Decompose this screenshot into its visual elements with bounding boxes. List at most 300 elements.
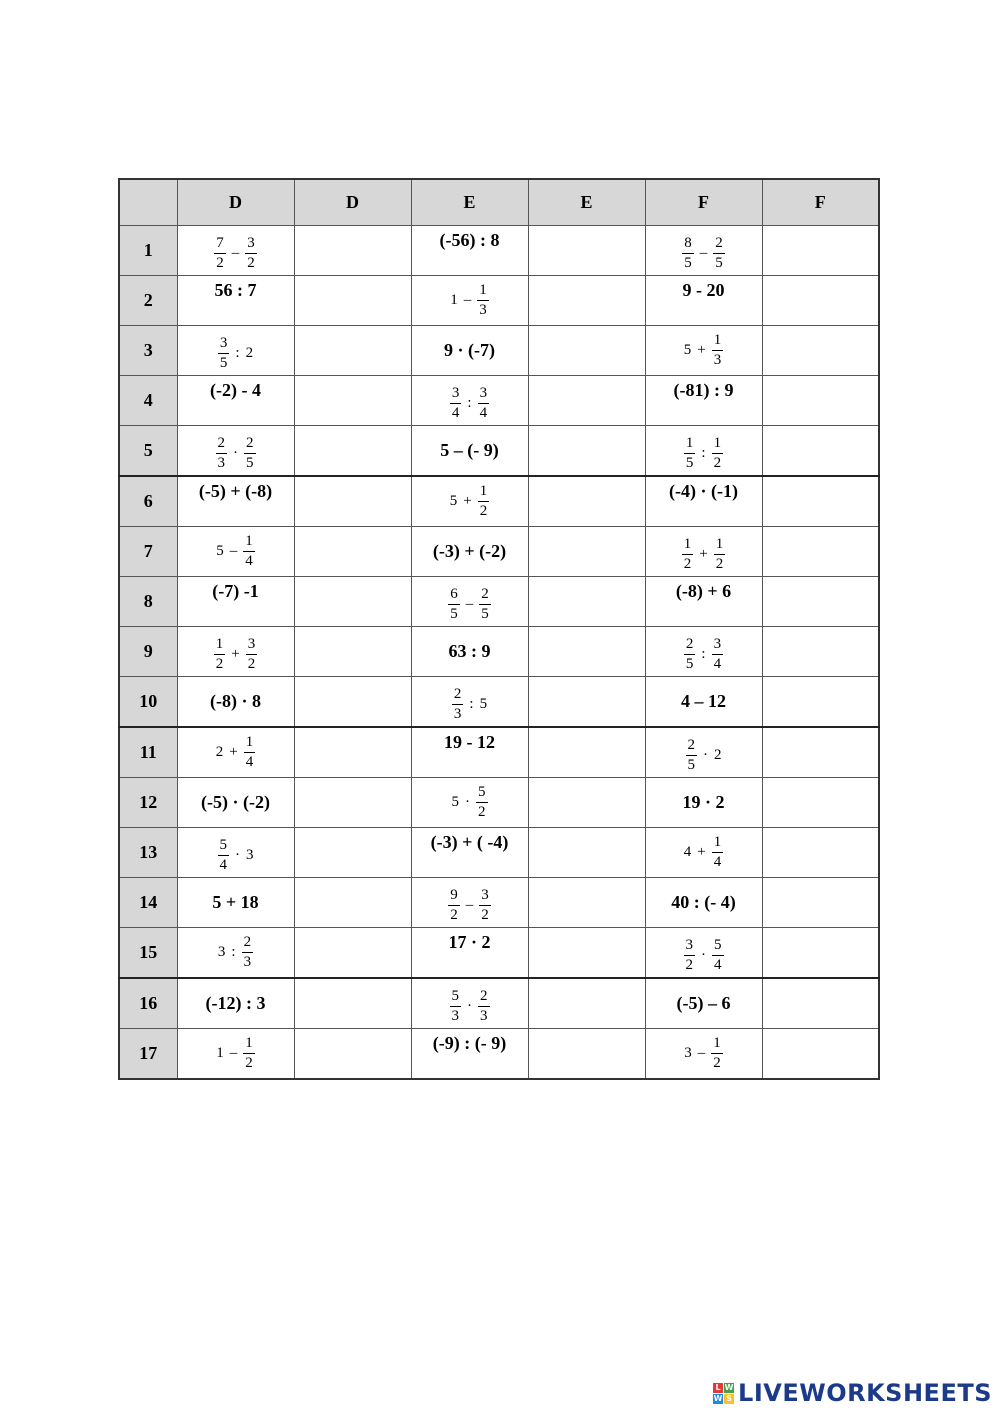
fraction-expression — [218, 935, 253, 970]
exercise-cell — [177, 978, 294, 1029]
denominator: 3 — [451, 1007, 459, 1024]
fraction-expression — [452, 687, 487, 722]
fraction-expression — [684, 333, 723, 368]
row-number: 7 — [119, 527, 177, 577]
answer-cell[interactable] — [294, 426, 411, 477]
fraction — [712, 333, 724, 368]
answer-cell[interactable] — [294, 577, 411, 627]
math-term: + — [697, 844, 706, 860]
logo-letter: W — [713, 1393, 723, 1403]
denominator: 2 — [715, 555, 724, 572]
row-number: 12 — [119, 778, 177, 828]
exercise-cell — [177, 226, 294, 276]
answer-cell[interactable] — [528, 226, 645, 276]
fraction — [479, 888, 491, 923]
fraction — [245, 236, 257, 271]
fraction — [478, 386, 490, 421]
answer-cell[interactable] — [528, 426, 645, 477]
expression-text: 9 · (-7) — [444, 340, 495, 360]
answer-cell[interactable] — [528, 778, 645, 828]
expression-text: 19 - 12 — [444, 732, 495, 752]
math-term: 5 — [451, 794, 459, 810]
answer-cell[interactable] — [762, 978, 879, 1029]
numerator: 2 — [686, 738, 698, 756]
row-number: 14 — [119, 878, 177, 928]
denominator: 2 — [215, 655, 224, 672]
math-term: – — [465, 595, 474, 612]
table-row — [119, 226, 879, 276]
fraction-expression — [684, 436, 723, 471]
math-term: 4 — [683, 844, 692, 860]
answer-cell[interactable] — [294, 226, 411, 276]
fraction-expression — [684, 1036, 723, 1071]
exercise-cell — [177, 426, 294, 477]
denominator: 2 — [479, 503, 488, 519]
table-row — [119, 1029, 879, 1080]
denominator: 4 — [713, 854, 722, 870]
math-term: – — [229, 543, 238, 559]
answer-cell[interactable] — [762, 878, 879, 928]
answer-cell[interactable] — [528, 677, 645, 728]
table-row — [119, 527, 879, 577]
answer-cell[interactable] — [762, 778, 879, 828]
numerator: 1 — [684, 436, 696, 454]
fraction-expression — [216, 436, 256, 471]
numerator: 1 — [712, 436, 724, 454]
fraction — [711, 1036, 723, 1071]
answer-cell[interactable] — [762, 828, 879, 878]
numerator: 3 — [245, 236, 257, 254]
fraction-expression — [218, 336, 253, 371]
numerator: 1 — [682, 537, 694, 555]
answer-cell[interactable] — [528, 276, 645, 326]
expression-text: (-5) · (-2) — [201, 792, 270, 812]
exercise-cell — [411, 577, 528, 627]
fraction — [452, 687, 464, 722]
expression-text: (-12) : 3 — [205, 993, 266, 1013]
fraction-expression — [682, 236, 725, 271]
math-term: + — [229, 744, 238, 760]
table-body — [119, 226, 879, 1080]
denominator: 2 — [247, 655, 256, 672]
fraction-expression — [684, 637, 723, 672]
exercise-cell — [411, 878, 528, 928]
answer-cell[interactable] — [528, 527, 645, 577]
fraction — [686, 738, 698, 773]
exercise-cell — [411, 928, 528, 979]
numerator: 5 — [712, 938, 724, 956]
row-number: 8 — [119, 577, 177, 627]
exercise-table — [118, 178, 880, 1080]
exercise-cell — [177, 928, 294, 979]
numerator: 5 — [218, 838, 230, 856]
denominator: 5 — [481, 605, 489, 622]
exercise-cell — [645, 326, 762, 376]
math-term: : — [231, 944, 236, 960]
expression-text: 4 – 12 — [681, 691, 726, 711]
answer-cell[interactable] — [294, 376, 411, 426]
logo-letter: W — [724, 1382, 734, 1392]
exercise-cell — [645, 978, 762, 1029]
fraction-expression — [682, 537, 725, 572]
fraction — [450, 386, 462, 421]
numerator: 2 — [242, 935, 254, 953]
exercise-cell — [645, 226, 762, 276]
exercise-cell — [411, 627, 528, 677]
answer-cell[interactable] — [294, 276, 411, 326]
fraction-expression — [448, 587, 491, 622]
fraction — [682, 236, 694, 271]
corner-cell — [119, 179, 177, 226]
math-term: 5 — [479, 695, 488, 712]
exercise-cell — [645, 527, 762, 577]
answer-cell[interactable] — [294, 476, 411, 527]
exercise-cell — [645, 878, 762, 928]
expression-text: (-8) + 6 — [675, 581, 732, 601]
expression-text: 40 : (- 4) — [671, 892, 736, 912]
exercise-cell — [177, 577, 294, 627]
answer-cell[interactable] — [294, 928, 411, 979]
expression-text: (-8) · 8 — [210, 691, 261, 711]
exercise-cell — [177, 376, 294, 426]
fraction — [684, 938, 696, 973]
expression-text: 5 – (- 9) — [440, 440, 499, 460]
fraction — [244, 735, 256, 770]
fraction-expression — [452, 785, 488, 820]
column-header: D — [294, 179, 411, 226]
table-row — [119, 276, 879, 326]
liveworksheets-logo — [713, 1379, 992, 1407]
numerator: 3 — [218, 336, 230, 354]
row-number: 1 — [119, 226, 177, 276]
table-row — [119, 978, 879, 1029]
fraction — [218, 838, 230, 873]
answer-cell[interactable] — [294, 527, 411, 577]
math-term: · — [233, 444, 238, 461]
exercise-cell — [645, 1029, 762, 1080]
numerator: 5 — [476, 785, 488, 803]
expression-text: (-81) : 9 — [673, 380, 734, 400]
denominator: 2 — [247, 254, 255, 271]
numerator: 5 — [450, 989, 462, 1007]
denominator: 4 — [451, 404, 460, 421]
expression-text: 9 - 20 — [682, 280, 725, 300]
row-number: 17 — [119, 1029, 177, 1080]
denominator: 5 — [715, 254, 723, 271]
table-row — [119, 928, 879, 979]
numerator: 1 — [712, 333, 724, 351]
math-term: 1 — [216, 1045, 224, 1061]
numerator: 2 — [244, 436, 256, 454]
brand-name: LIVEWORKSHEETS — [738, 1379, 992, 1407]
row-number: 9 — [119, 627, 177, 677]
numerator: 1 — [711, 1036, 723, 1054]
answer-cell[interactable] — [528, 828, 645, 878]
fraction-expression — [450, 989, 490, 1024]
exercise-cell — [411, 527, 528, 577]
math-term: : — [701, 645, 706, 662]
fraction — [214, 236, 226, 271]
denominator: 2 — [478, 804, 486, 820]
denominator: 4 — [219, 856, 227, 873]
numerator: 3 — [450, 386, 462, 404]
fraction-expression — [216, 534, 255, 569]
answer-cell[interactable] — [528, 1029, 645, 1080]
exercise-cell — [411, 778, 528, 828]
denominator: 2 — [450, 906, 458, 923]
math-term: + — [697, 342, 706, 358]
answer-cell[interactable] — [762, 677, 879, 728]
row-number: 16 — [119, 978, 177, 1029]
exercise-cell — [411, 1029, 528, 1080]
math-term: 2 — [714, 746, 722, 763]
numerator: 6 — [448, 587, 460, 605]
expression-text: (-9) : (- 9) — [432, 1033, 507, 1053]
fraction — [684, 637, 696, 672]
exercise-cell — [411, 426, 528, 477]
answer-cell[interactable] — [528, 978, 645, 1029]
fraction-expression — [214, 637, 257, 672]
math-term: : — [701, 444, 706, 461]
answer-cell[interactable] — [294, 677, 411, 728]
math-term: · — [465, 794, 470, 810]
exercise-cell — [645, 577, 762, 627]
math-term: · — [235, 846, 240, 863]
answer-cell[interactable] — [762, 727, 879, 778]
expression-text: 5 + 18 — [212, 892, 259, 912]
answer-cell[interactable] — [762, 426, 879, 477]
exercise-cell — [177, 1029, 294, 1080]
expression-text: 17 · 2 — [448, 932, 491, 952]
table-row — [119, 426, 879, 477]
numerator: 3 — [684, 938, 696, 956]
math-term: : — [469, 695, 474, 712]
denominator: 5 — [685, 454, 694, 471]
answer-cell[interactable] — [294, 727, 411, 778]
row-number: 2 — [119, 276, 177, 326]
answer-cell[interactable] — [762, 376, 879, 426]
answer-cell[interactable] — [528, 326, 645, 376]
answer-cell[interactable] — [762, 326, 879, 376]
fraction — [712, 835, 724, 870]
fraction — [682, 537, 694, 572]
answer-cell[interactable] — [294, 828, 411, 878]
fraction — [477, 283, 489, 318]
table-row — [119, 476, 879, 527]
expression-text: (-2) - 4 — [210, 380, 261, 400]
row-number: 6 — [119, 476, 177, 527]
fraction-expression — [450, 283, 489, 318]
row-number: 11 — [119, 727, 177, 778]
fraction — [448, 888, 460, 923]
exercise-cell — [411, 226, 528, 276]
fraction — [684, 436, 696, 471]
answer-cell[interactable] — [762, 928, 879, 979]
math-term: · — [703, 746, 708, 763]
expression-text: 63 : 9 — [448, 641, 491, 661]
exercise-cell — [645, 928, 762, 979]
answer-cell[interactable] — [294, 627, 411, 677]
exercise-cell — [177, 276, 294, 326]
exercise-cell — [411, 727, 528, 778]
exercise-cell — [645, 727, 762, 778]
logo-letter: S — [724, 1394, 734, 1404]
fraction — [214, 637, 226, 672]
exercise-cell — [177, 878, 294, 928]
fraction — [450, 989, 462, 1024]
answer-cell[interactable] — [294, 778, 411, 828]
denominator: 2 — [216, 254, 224, 271]
numerator: 2 — [452, 687, 464, 705]
denominator: 2 — [683, 555, 692, 572]
expression-text: (-5) – 6 — [676, 993, 731, 1013]
fraction-expression — [684, 938, 724, 973]
denominator: 3 — [217, 454, 225, 471]
math-term: 1 — [450, 292, 458, 308]
exercise-cell — [645, 677, 762, 728]
fraction-expression — [684, 835, 723, 870]
exercise-cell — [411, 476, 528, 527]
answer-cell[interactable] — [528, 878, 645, 928]
numerator: 8 — [682, 236, 694, 254]
exercise-cell — [177, 727, 294, 778]
exercise-cell — [177, 828, 294, 878]
denominator: 4 — [245, 553, 253, 569]
denominator: 3 — [480, 1007, 488, 1024]
answer-cell[interactable] — [528, 727, 645, 778]
denominator: 2 — [713, 454, 722, 471]
row-number: 13 — [119, 828, 177, 878]
row-number: 15 — [119, 928, 177, 979]
exercise-cell — [411, 326, 528, 376]
expression-text: 19 · 2 — [682, 792, 725, 812]
row-number: 4 — [119, 376, 177, 426]
answer-cell[interactable] — [762, 577, 879, 627]
numerator: 2 — [479, 587, 491, 605]
fraction — [246, 637, 258, 672]
answer-cell[interactable] — [528, 577, 645, 627]
row-number: 10 — [119, 677, 177, 728]
math-term: 3 — [684, 1045, 692, 1061]
math-term: 3 — [217, 944, 226, 960]
math-term: · — [467, 997, 472, 1014]
exercise-cell — [645, 627, 762, 677]
fraction — [714, 537, 726, 572]
math-term: – — [231, 244, 240, 261]
exercise-cell — [645, 476, 762, 527]
math-term: : — [235, 344, 240, 361]
denominator: 4 — [245, 754, 254, 770]
row-number: 3 — [119, 326, 177, 376]
denominator: 5 — [687, 756, 695, 773]
math-term: – — [463, 292, 472, 308]
exercise-cell — [177, 627, 294, 677]
math-term: 5 — [449, 493, 458, 509]
math-term: – — [229, 1045, 238, 1061]
numerator: 2 — [684, 637, 696, 655]
exercise-cell — [177, 476, 294, 527]
denominator: 5 — [246, 454, 254, 471]
table-row — [119, 878, 879, 928]
expression-text: (-3) + (-2) — [432, 541, 507, 561]
numerator: 1 — [243, 1036, 255, 1054]
answer-cell[interactable] — [528, 376, 645, 426]
answer-cell[interactable] — [762, 1029, 879, 1080]
math-term: 2 — [215, 744, 224, 760]
answer-cell[interactable] — [528, 928, 645, 979]
answer-cell[interactable] — [528, 476, 645, 527]
logo-letter: L — [713, 1383, 723, 1393]
exercise-cell — [411, 677, 528, 728]
table-row — [119, 627, 879, 677]
answer-cell[interactable] — [762, 527, 879, 577]
fraction — [712, 637, 724, 672]
answer-cell[interactable] — [294, 326, 411, 376]
numerator: 3 — [478, 386, 490, 404]
fraction — [216, 436, 228, 471]
table-row — [119, 326, 879, 376]
answer-cell[interactable] — [762, 226, 879, 276]
math-term: + — [699, 545, 708, 562]
numerator: 3 — [246, 637, 258, 655]
math-term: 3 — [246, 846, 254, 863]
exercise-cell — [645, 376, 762, 426]
row-number: 5 — [119, 426, 177, 477]
fraction — [478, 484, 490, 519]
numerator: 1 — [478, 484, 490, 502]
numerator: 1 — [243, 534, 255, 552]
numerator: 2 — [478, 989, 490, 1007]
exercise-cell — [411, 376, 528, 426]
fraction-expression — [448, 888, 491, 923]
answer-cell[interactable] — [762, 627, 879, 677]
fraction — [476, 785, 488, 820]
denominator: 3 — [479, 302, 487, 318]
exercise-cell — [411, 978, 528, 1029]
logo-mark-icon — [713, 1383, 734, 1404]
denominator: 4 — [479, 404, 488, 421]
answer-cell[interactable] — [762, 276, 879, 326]
fraction-expression — [216, 735, 255, 770]
column-header: E — [528, 179, 645, 226]
fraction-expression — [218, 838, 254, 873]
column-header: F — [762, 179, 879, 226]
exercise-cell — [177, 778, 294, 828]
expression-text: (-3) + ( -4) — [430, 832, 509, 852]
exercise-cell — [411, 828, 528, 878]
denominator: 4 — [714, 956, 722, 973]
answer-cell[interactable] — [294, 1029, 411, 1080]
header-row — [119, 179, 879, 226]
answer-cell[interactable] — [528, 627, 645, 677]
denominator: 5 — [219, 354, 228, 371]
denominator: 5 — [685, 655, 694, 672]
answer-cell[interactable] — [762, 476, 879, 527]
fraction — [479, 587, 491, 622]
math-term: – — [697, 1045, 706, 1061]
exercise-cell — [411, 276, 528, 326]
fraction — [478, 989, 490, 1024]
numerator: 2 — [713, 236, 725, 254]
numerator: 1 — [244, 735, 256, 753]
fraction-expression — [214, 236, 257, 271]
math-term: 5 — [216, 543, 224, 559]
fraction — [713, 236, 725, 271]
fraction — [448, 587, 460, 622]
math-term: 2 — [245, 344, 254, 361]
answer-cell[interactable] — [294, 978, 411, 1029]
answer-cell[interactable] — [294, 878, 411, 928]
